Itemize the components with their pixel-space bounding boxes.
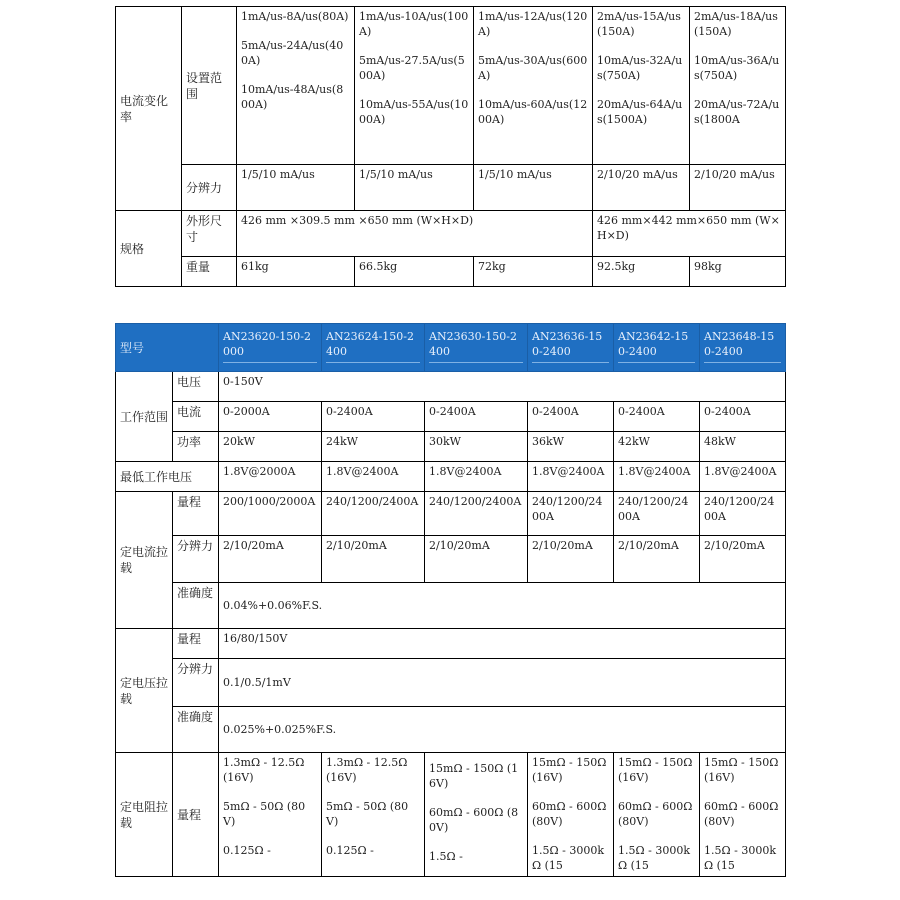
setting-range-line: 10mA/us-36A/us(750A) <box>694 54 780 82</box>
cc-resolution-cell: 2/10/20mA <box>614 536 700 583</box>
spec-table-models <box>115 323 786 877</box>
cc-range-cell: 200/1000/2000A <box>219 492 322 536</box>
setting-range-line: 20mA/us-72A/us(1800A <box>694 98 780 126</box>
setting-range-line: 1mA/us-8A/us(80A) <box>241 10 349 23</box>
model-header <box>425 324 528 372</box>
model-header <box>614 324 700 372</box>
min-voltage-label: 最低工作电压 <box>116 462 219 492</box>
cr-range-line: 60mΩ - 600Ω (80V) <box>532 800 607 828</box>
min-voltage-cell: 1.8V@2400A <box>614 462 700 492</box>
weight-cell: 61kg <box>237 257 355 287</box>
power-cell: 30kW <box>425 432 528 462</box>
cr-range-line: 0.125Ω - <box>223 844 271 857</box>
voltage-value: 0-150V <box>219 372 786 402</box>
cc-range-cell: 240/1200/2400A <box>425 492 528 536</box>
cc-resolution-cell: 2/10/20mA <box>528 536 614 583</box>
cc-resolution-cell: 2/10/20mA <box>322 536 425 583</box>
dimension-cell-b: 426 mm×442 mm×650 mm (W×H×D) <box>593 211 786 257</box>
weight-label: 重量 <box>182 257 237 287</box>
setting-range-line: 1mA/us-10A/us(100A) <box>359 10 469 38</box>
cr-range-cell <box>700 753 786 877</box>
setting-range-line: 2mA/us-15A/us(150A) <box>597 10 681 38</box>
current-label: 电流 <box>173 402 219 432</box>
cv-range-label: 量程 <box>173 629 219 659</box>
cc-resolution-cell: 2/10/20mA <box>700 536 786 583</box>
cv-accuracy-label: 准确度 <box>173 707 219 753</box>
cv-resolution-label: 分辨力 <box>173 659 219 707</box>
cr-range-cell <box>219 753 322 877</box>
weight-cell: 66.5kg <box>355 257 474 287</box>
setting-range-line: 10mA/us-60A/us(1200A) <box>478 98 588 126</box>
model-header <box>700 324 786 372</box>
spec-label: 规格 <box>116 211 182 287</box>
setting-range-line: 5mA/us-24A/us(400A) <box>241 39 344 67</box>
cr-range-line: 0.125Ω - <box>326 844 374 857</box>
cc-range-cell: 240/1200/2400A <box>322 492 425 536</box>
min-voltage-cell: 1.8V@2400A <box>322 462 425 492</box>
setting-range-cell <box>355 7 474 165</box>
model-header <box>322 324 425 372</box>
cr-range-cell <box>425 753 528 877</box>
resolution-cell: 1/5/10 mA/us <box>474 165 593 211</box>
current-rate-label: 电流变化率 <box>116 7 182 211</box>
cv-resolution-value: 0.1/0.5/1mV <box>219 659 786 707</box>
current-cell: 0-2400A <box>700 402 786 432</box>
cr-range-line: 15mΩ - 150Ω (16V) <box>704 756 779 784</box>
model-name: AN23642-150-2400 <box>618 329 695 363</box>
cc-resolution-label: 分辨力 <box>173 536 219 583</box>
cc-range-cell: 240/1200/2400A <box>528 492 614 536</box>
model-name: AN23624-150-2400 <box>326 329 420 363</box>
setting-range-cell <box>593 7 690 165</box>
weight-cell: 98kg <box>690 257 786 287</box>
setting-range-line: 2mA/us-18A/us(150A) <box>694 10 778 38</box>
cr-range-cell <box>322 753 425 877</box>
cc-accuracy-value: 0.04%+0.06%F.S. <box>219 583 786 629</box>
cr-range-line: 5mΩ - 50Ω (80V) <box>326 800 409 828</box>
weight-cell: 72kg <box>474 257 593 287</box>
resolution-cell: 2/10/20 mA/us <box>690 165 786 211</box>
model-name: AN23630-150-2400 <box>429 329 523 363</box>
cc-accuracy-label: 准确度 <box>173 583 219 629</box>
setting-range-cell <box>690 7 786 165</box>
power-cell: 42kW <box>614 432 700 462</box>
model-label: 型号 <box>116 324 219 372</box>
cr-range-line: 15mΩ - 150Ω (16V) <box>618 756 693 784</box>
setting-range-line: 10mA/us-55A/us(1000A) <box>359 98 469 126</box>
model-name: AN23620-150-2000 <box>223 329 317 363</box>
cr-range-line: 60mΩ - 600Ω (80V) <box>618 800 693 828</box>
cc-label: 定电流拉载 <box>116 492 173 629</box>
setting-range-label: 设置范围 <box>182 7 237 165</box>
cr-range-line: 1.5Ω - 3000kΩ (15 <box>618 844 690 872</box>
setting-range-cell <box>474 7 593 165</box>
cr-range-cell <box>614 753 700 877</box>
cr-range-line: 15mΩ - 150Ω (16V) <box>429 762 519 790</box>
model-name: AN23648-150-2400 <box>704 329 781 363</box>
min-voltage-cell: 1.8V@2000A <box>219 462 322 492</box>
setting-range-line: 20mA/us-64A/us(1500A) <box>597 98 683 126</box>
voltage-label: 电压 <box>173 372 219 402</box>
cc-range-cell: 240/1200/2400A <box>614 492 700 536</box>
weight-cell: 92.5kg <box>593 257 690 287</box>
setting-range-line: 10mA/us-48A/us(800A) <box>241 83 344 111</box>
power-cell: 20kW <box>219 432 322 462</box>
setting-range-line: 1mA/us-12A/us(120A) <box>478 10 588 38</box>
setting-range-line: 5mA/us-30A/us(600A) <box>478 54 588 82</box>
resolution-cell: 1/5/10 mA/us <box>355 165 474 211</box>
current-cell: 0-2400A <box>425 402 528 432</box>
cv-label: 定电压拉载 <box>116 629 173 753</box>
cr-range-line: 5mΩ - 50Ω (80V) <box>223 800 306 828</box>
cc-resolution-cell: 2/10/20mA <box>425 536 528 583</box>
cv-accuracy-value: 0.025%+0.025%F.S. <box>219 707 786 753</box>
current-cell: 0-2000A <box>219 402 322 432</box>
cr-range-line: 1.5Ω - 3000kΩ (15 <box>532 844 604 872</box>
resolution-cell: 2/10/20 mA/us <box>593 165 690 211</box>
cr-range-line: 1.5Ω - 3000kΩ (15 <box>704 844 776 872</box>
cr-range-cell <box>528 753 614 877</box>
power-label: 功率 <box>173 432 219 462</box>
current-cell: 0-2400A <box>614 402 700 432</box>
power-cell: 24kW <box>322 432 425 462</box>
work-range-label: 工作范围 <box>116 372 173 462</box>
resolution-cell: 1/5/10 mA/us <box>237 165 355 211</box>
cr-range-line: 1.3mΩ - 12.5Ω (16V) <box>326 756 408 784</box>
cr-range-line: 1.5Ω - <box>429 850 463 863</box>
cv-range-value: 16/80/150V <box>219 629 786 659</box>
cr-range-label: 量程 <box>173 753 219 877</box>
dimension-label: 外形尺寸 <box>182 211 237 257</box>
min-voltage-cell: 1.8V@2400A <box>700 462 786 492</box>
cr-range-line: 15mΩ - 150Ω (16V) <box>532 756 607 784</box>
cr-range-line: 1.3mΩ - 12.5Ω (16V) <box>223 756 305 784</box>
current-cell: 0-2400A <box>322 402 425 432</box>
current-cell: 0-2400A <box>528 402 614 432</box>
resolution-label: 分辨力 <box>182 165 237 211</box>
dimension-cell-a: 426 mm ×309.5 mm ×650 mm (W×H×D) <box>237 211 593 257</box>
power-cell: 48kW <box>700 432 786 462</box>
cc-range-cell: 240/1200/2400A <box>700 492 786 536</box>
model-header <box>219 324 322 372</box>
cc-resolution-cell: 2/10/20mA <box>219 536 322 583</box>
cc-range-label: 量程 <box>173 492 219 536</box>
setting-range-line: 10mA/us-32A/us(750A) <box>597 54 683 82</box>
cr-range-line: 60mΩ - 600Ω (80V) <box>429 806 519 834</box>
model-header <box>528 324 614 372</box>
min-voltage-cell: 1.8V@2400A <box>425 462 528 492</box>
min-voltage-cell: 1.8V@2400A <box>528 462 614 492</box>
setting-range-line: 5mA/us-27.5A/us(500A) <box>359 54 465 82</box>
cr-range-line: 60mΩ - 600Ω (80V) <box>704 800 779 828</box>
model-name: AN23636-150-2400 <box>532 329 609 363</box>
setting-range-cell <box>237 7 355 165</box>
spec-table-top <box>115 6 786 287</box>
power-cell: 36kW <box>528 432 614 462</box>
cr-label: 定电阻拉载 <box>116 753 173 877</box>
